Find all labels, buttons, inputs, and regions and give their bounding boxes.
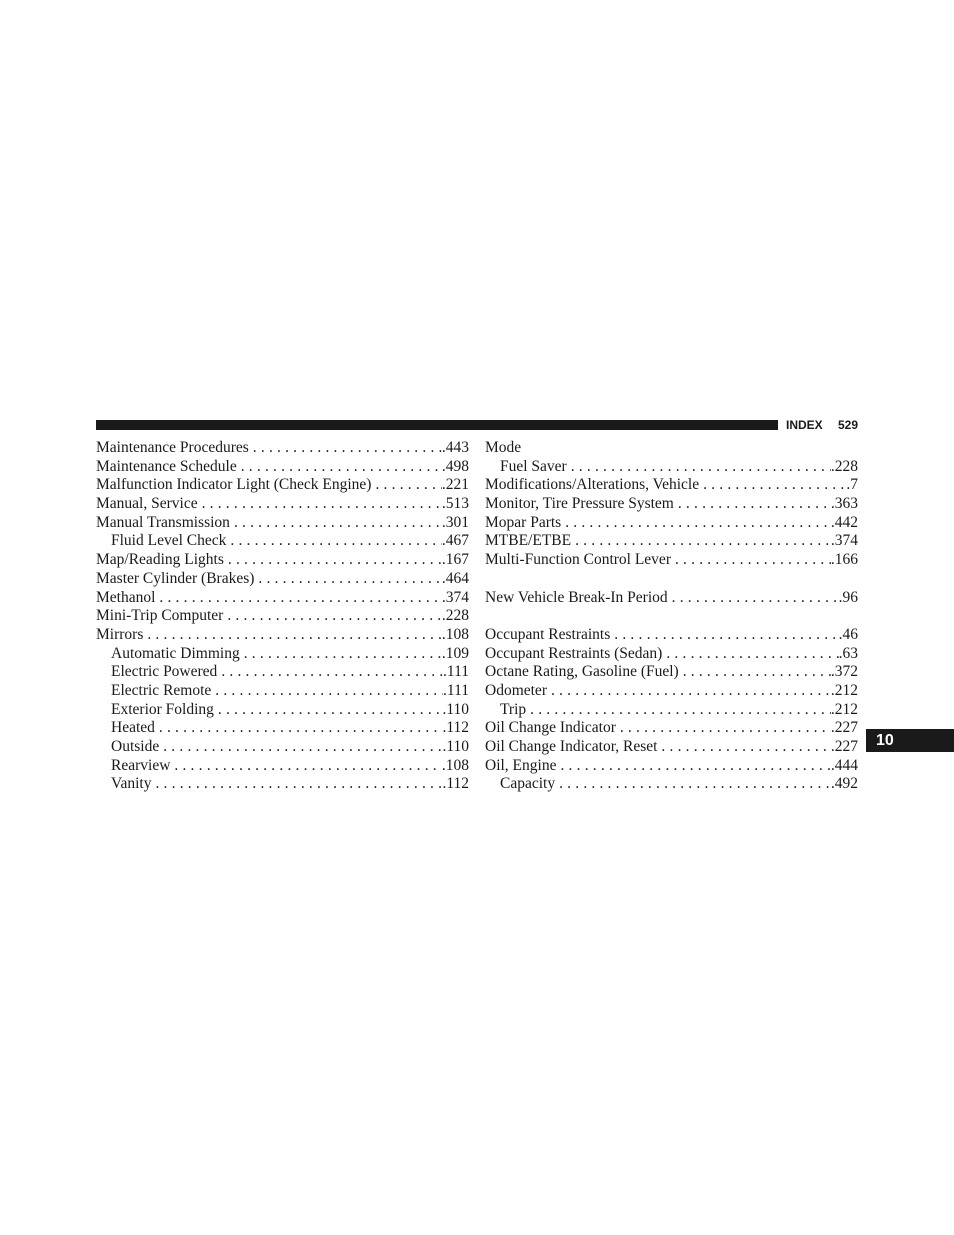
dot-leader <box>657 738 830 757</box>
index-entry <box>485 458 858 477</box>
index-term: Monitor, Tire Pressure System <box>485 495 674 513</box>
dot-leader <box>668 589 839 608</box>
index-page-ref: .372 <box>830 663 858 681</box>
index-entry <box>96 570 469 589</box>
index-term: Maintenance Schedule <box>96 457 237 475</box>
index-page-ref: .96 <box>838 588 858 606</box>
dot-leader <box>555 775 831 794</box>
dot-leader <box>616 719 831 738</box>
index-term: Methanol <box>96 588 156 606</box>
index-page-ref: .227 <box>830 738 858 755</box>
dot-leader <box>211 682 443 701</box>
index-entry <box>96 775 469 794</box>
index-entry <box>96 645 469 664</box>
index-page-ref: .363 <box>830 495 858 513</box>
index-term: Trip <box>500 700 527 718</box>
dot-leader <box>671 551 831 570</box>
dot-leader <box>240 645 442 664</box>
dot-leader <box>237 458 442 477</box>
index-term: Mode <box>485 439 522 456</box>
index-term: Automatic Dimming <box>111 644 240 662</box>
dot-leader <box>674 495 831 514</box>
index-term: Oil Change Indicator <box>485 719 616 737</box>
index-entry <box>485 476 858 495</box>
index-entry <box>485 645 858 664</box>
index-entry <box>96 663 469 682</box>
index-page-ref: .112 <box>442 775 469 793</box>
index-page-ref: .111 <box>443 681 469 699</box>
index-column-right <box>485 439 858 794</box>
index-entry <box>485 495 858 514</box>
index-page-ref: .444 <box>830 756 858 774</box>
dot-leader <box>159 738 442 757</box>
index-page-ref: .227 <box>830 719 858 737</box>
index-term: Rearview <box>111 756 171 774</box>
dot-leader <box>226 532 442 551</box>
index-page-ref: .110 <box>442 700 469 718</box>
index-page-ref: .110 <box>442 738 469 755</box>
index-entry <box>485 775 858 794</box>
index-term: Modifications/Alterations, Vehicle <box>485 476 700 494</box>
index-entry <box>96 626 469 645</box>
index-page-ref: .467 <box>441 532 469 550</box>
dot-leader <box>249 439 442 458</box>
index-term: Electric Powered <box>111 663 218 681</box>
index-entry <box>96 532 469 551</box>
index-term: Octane Rating, Gasoline (Fuel) <box>485 663 679 681</box>
dot-leader <box>155 719 443 738</box>
index-page-ref: .513 <box>441 495 469 513</box>
index-entry <box>96 589 469 608</box>
index-entry <box>485 532 858 551</box>
index-term: Odometer <box>485 681 547 699</box>
index-term: Oil Change Indicator, Reset <box>485 738 658 755</box>
index-page-ref: .212 <box>830 681 858 699</box>
index-page-ref: .166 <box>830 551 858 569</box>
index-entry <box>485 514 858 533</box>
index-entry <box>96 514 469 533</box>
index-term: Map/Reading Lights <box>96 551 224 569</box>
index-entry <box>96 607 469 626</box>
dot-leader <box>371 476 441 495</box>
index-entry <box>96 458 469 477</box>
dot-leader <box>223 607 442 626</box>
index-page-ref: .63 <box>838 644 858 662</box>
index-entry <box>96 439 469 458</box>
index-spacer <box>485 570 858 589</box>
index-page-ref: .498 <box>441 457 469 475</box>
index-term: Mopar Parts <box>485 513 562 531</box>
dot-leader <box>571 532 831 551</box>
page-number: 529 <box>837 418 858 432</box>
index-term: Exterior Folding <box>111 700 214 718</box>
section-label: INDEX <box>786 418 823 432</box>
dot-leader <box>143 626 442 645</box>
index-page-ref: .301 <box>441 513 469 531</box>
index-term: Master Cylinder (Brakes) <box>96 569 255 587</box>
index-entry <box>485 701 858 720</box>
index-term: Occupant Restraints (Sedan) <box>485 644 663 662</box>
dot-leader <box>217 663 443 682</box>
dot-leader <box>198 495 442 514</box>
dot-leader <box>155 589 441 608</box>
dot-leader <box>567 458 831 477</box>
index-term: Multi-Function Control Lever <box>485 551 671 569</box>
dot-leader <box>254 570 441 589</box>
dot-leader <box>151 775 442 794</box>
index-page-ref: .109 <box>441 644 469 662</box>
index-entry <box>96 701 469 720</box>
section-tab: 10 <box>866 729 954 752</box>
index-page-ref: .443 <box>441 439 469 456</box>
dot-leader <box>561 514 831 533</box>
dot-leader <box>699 476 846 495</box>
index-entry <box>485 719 858 738</box>
index-entry <box>96 757 469 776</box>
index-term: Heated <box>111 719 155 737</box>
dot-leader <box>214 701 443 720</box>
dot-leader <box>230 514 442 533</box>
index-page-ref: .492 <box>830 775 858 793</box>
index-page-ref: .108 <box>441 756 469 774</box>
index-page-ref: .212 <box>830 700 858 718</box>
index-entry <box>96 476 469 495</box>
index-page-ref: .464 <box>441 569 469 587</box>
index-entry <box>485 682 858 701</box>
index-entry <box>485 757 858 776</box>
index-entry <box>485 589 858 608</box>
index-entry <box>485 738 858 757</box>
index-term: MTBE/ETBE <box>485 532 572 550</box>
index-page-ref: .221 <box>441 476 469 494</box>
index-page-ref: .7 <box>846 476 858 494</box>
index-page-ref: .46 <box>838 625 858 643</box>
dot-leader <box>170 757 441 776</box>
index-term: Capacity <box>500 775 556 793</box>
index-page-ref: .374 <box>441 588 469 606</box>
dot-leader <box>224 551 442 570</box>
index-term: New Vehicle Break-In Period <box>485 588 668 606</box>
index-term: Malfunction Indicator Light (Check Engine) <box>96 476 372 494</box>
dot-leader <box>662 645 838 664</box>
index-term: Maintenance Procedures <box>96 439 249 456</box>
index-page-ref: .374 <box>830 532 858 550</box>
dot-leader <box>526 701 831 720</box>
index-term: Manual Transmission <box>96 513 230 531</box>
index-page-ref: .112 <box>442 719 469 737</box>
index-term: Occupant Restraints <box>485 625 611 643</box>
index-entry <box>96 738 469 757</box>
index-page-ref: .442 <box>830 513 858 531</box>
index-term: Fuel Saver <box>500 457 567 475</box>
dot-leader <box>547 682 831 701</box>
index-page-ref: .228 <box>830 457 858 475</box>
dot-leader <box>610 626 838 645</box>
index-term: Manual, Service <box>96 495 198 513</box>
index-entry <box>96 682 469 701</box>
index-term: Fluid Level Check <box>111 532 227 550</box>
index-entry <box>96 495 469 514</box>
index-entry <box>485 663 858 682</box>
index-column-left <box>96 439 469 794</box>
index-page-ref: .228 <box>441 607 469 625</box>
index-term: Mirrors <box>96 625 144 643</box>
index-entry <box>485 551 858 570</box>
index-term: Electric Remote <box>111 681 212 699</box>
running-header <box>786 417 858 433</box>
header-rule <box>96 420 778 430</box>
index-entry <box>485 439 858 458</box>
index-term: Vanity <box>111 775 152 793</box>
index-term: Oil, Engine <box>485 756 557 774</box>
index-entry <box>96 719 469 738</box>
index-page-ref: .108 <box>441 625 469 643</box>
index-term: Mini-Trip Computer <box>96 607 224 625</box>
index-entry <box>485 626 858 645</box>
index-entry <box>96 551 469 570</box>
index-page-ref: .167 <box>441 551 469 569</box>
index-spacer <box>485 607 858 626</box>
dot-leader <box>556 757 830 776</box>
index-term: Outside <box>111 738 160 755</box>
index-page-ref: .111 <box>443 663 469 681</box>
dot-leader <box>679 663 831 682</box>
